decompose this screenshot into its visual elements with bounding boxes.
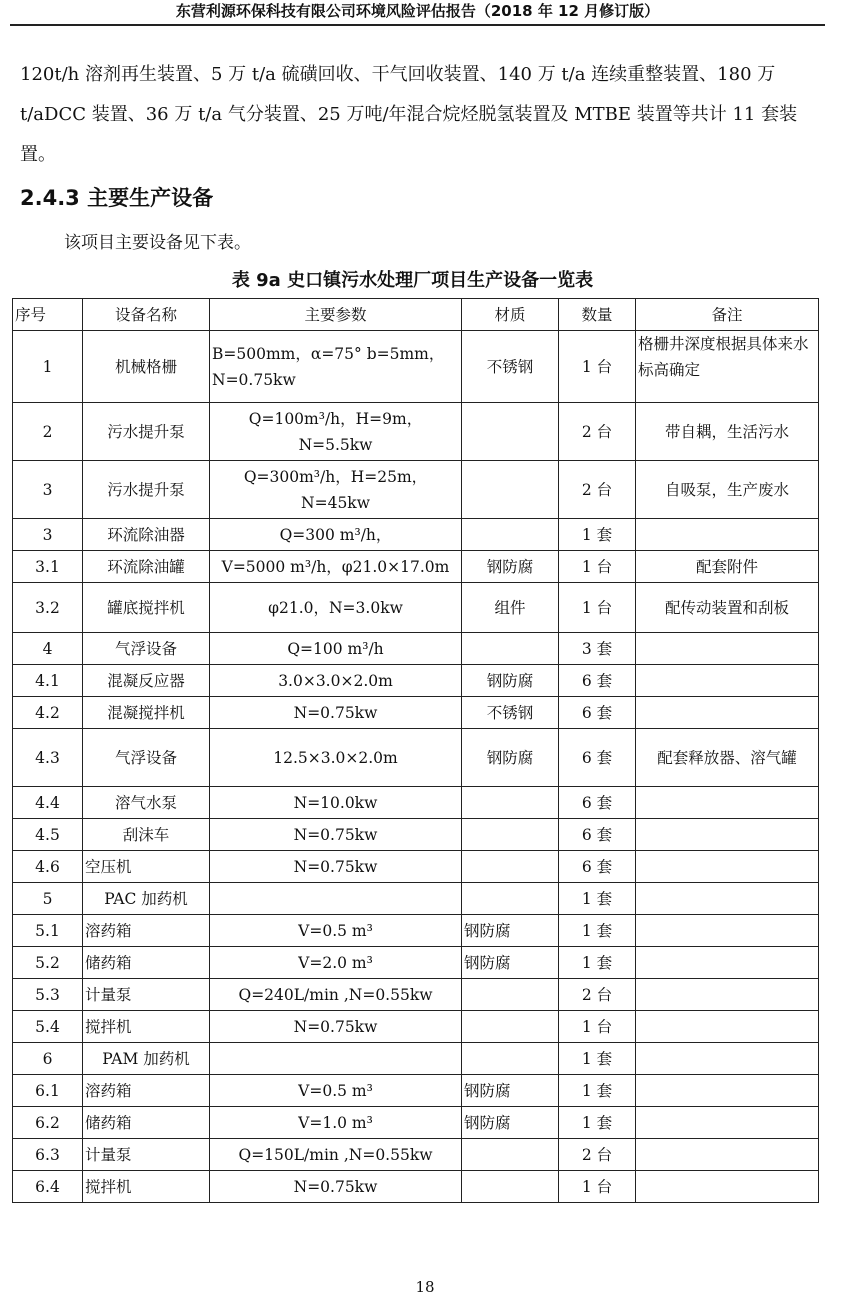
table-cell: φ21.0，N=3.0kw [210, 583, 462, 633]
table-cell [462, 519, 559, 551]
table-cell: 12.5×3.0×2.0m [210, 729, 462, 787]
table-cell [636, 787, 819, 819]
table-cell [636, 1043, 819, 1075]
table-cell: 1 套 [559, 1043, 636, 1075]
table-cell: 6 套 [559, 851, 636, 883]
table-cell: 6.2 [13, 1107, 83, 1139]
table-cell: 6 套 [559, 819, 636, 851]
table-cell: 混凝搅拌机 [83, 697, 210, 729]
table-row [13, 519, 819, 551]
table-cell: 溶药箱 [83, 915, 210, 947]
table-cell: 污水提升泵 [83, 461, 210, 519]
table-cell: 3 [13, 461, 83, 519]
page-header: 东营利源环保科技有限公司环境风险评估报告（2018 年 12 月修订版） [10, 0, 825, 26]
table-cell [636, 1139, 819, 1171]
table-cell [636, 883, 819, 915]
table-cell: 5.3 [13, 979, 83, 1011]
table-cell: 3 [13, 519, 83, 551]
table-cell: 2 台 [559, 1139, 636, 1171]
table-cell: 6.3 [13, 1139, 83, 1171]
table-cell [462, 461, 559, 519]
equipment-table [12, 298, 819, 1203]
table-cell: N=0.75kw [210, 1171, 462, 1203]
table-cell: 5.2 [13, 947, 83, 979]
table-cell: 钢防腐 [462, 665, 559, 697]
table-cell: 1 台 [559, 1011, 636, 1043]
table-cell: 格栅井深度根据具体来水标高确定 [636, 331, 819, 403]
table-cell [462, 1171, 559, 1203]
header-cell: 序号 [13, 299, 83, 331]
table-cell: 4.5 [13, 819, 83, 851]
table-row [13, 915, 819, 947]
table-row [13, 1107, 819, 1139]
table-row [13, 1139, 819, 1171]
table-cell [636, 633, 819, 665]
table-cell: 4.6 [13, 851, 83, 883]
table-cell: Q=300m³/h，H=25m，N=45kw [210, 461, 462, 519]
table-cell: 3.0×3.0×2.0m [210, 665, 462, 697]
table-cell [462, 633, 559, 665]
table-cell [462, 403, 559, 461]
table-cell: 1 台 [559, 331, 636, 403]
table-cell: 机械格栅 [83, 331, 210, 403]
table-cell [636, 979, 819, 1011]
table-cell: 1 台 [559, 551, 636, 583]
table-caption: 表 9a 史口镇污水处理厂项目生产设备一览表 [231, 270, 594, 291]
table-cell: 6 套 [559, 697, 636, 729]
table-cell: 6.1 [13, 1075, 83, 1107]
table-cell: 1 [13, 331, 83, 403]
table-cell: 3.2 [13, 583, 83, 633]
table-cell: 污水提升泵 [83, 403, 210, 461]
table-cell [636, 697, 819, 729]
table-cell [462, 979, 559, 1011]
table-row [13, 883, 819, 915]
table-cell [462, 1011, 559, 1043]
table-cell [636, 1075, 819, 1107]
table-cell: 空压机 [83, 851, 210, 883]
table-cell: 刮沫车 [83, 819, 210, 851]
table-row [13, 1011, 819, 1043]
table-cell [462, 883, 559, 915]
header-cell: 备注 [636, 299, 819, 331]
table-cell: N=0.75kw [210, 1011, 462, 1043]
table-cell: 1 套 [559, 1107, 636, 1139]
table-cell: 1 套 [559, 883, 636, 915]
table-row [13, 697, 819, 729]
table-cell: 1 套 [559, 947, 636, 979]
table-cell: V=2.0 m³ [210, 947, 462, 979]
table-cell: 3.1 [13, 551, 83, 583]
table-cell: 配传动装置和刮板 [636, 583, 819, 633]
table-cell [636, 915, 819, 947]
table-cell: V=0.5 m³ [210, 1075, 462, 1107]
table-cell: 计量泵 [83, 979, 210, 1011]
table-cell: Q=150L/min ,N=0.55kw [210, 1139, 462, 1171]
table-cell: 6.4 [13, 1171, 83, 1203]
table-cell: 溶药箱 [83, 1075, 210, 1107]
table-cell: 搅拌机 [83, 1171, 210, 1203]
table-cell: 钢防腐 [462, 947, 559, 979]
table-cell [462, 1139, 559, 1171]
table-cell: 配套附件 [636, 551, 819, 583]
table-cell [210, 1043, 462, 1075]
table-cell: 3 套 [559, 633, 636, 665]
table-cell: 2 台 [559, 979, 636, 1011]
table-cell: 2 台 [559, 461, 636, 519]
table-cell: 储药箱 [83, 947, 210, 979]
table-cell: 计量泵 [83, 1139, 210, 1171]
table-cell: 2 [13, 403, 83, 461]
table-cell: 组件 [462, 583, 559, 633]
table-cell: Q=100m³/h，H=9m，N=5.5kw [210, 403, 462, 461]
table-cell: N=0.75kw [210, 819, 462, 851]
table-cell: 溶气水泵 [83, 787, 210, 819]
body-paragraph: 120t/h 溶剂再生装置、5 万 t/a 硫磺回收、干气回收装置、140 万 t/a 连续重整装置、180 万 t/aDCC 装置、36 万 t/a 气分装置、25 万吨/年混合烷烃脱氢装置及 MTBE 装置等共计 11 套装置。 [20, 64, 798, 165]
table-cell: 带自耦，生活污水 [636, 403, 819, 461]
table-row [13, 551, 819, 583]
table-cell: 钢防腐 [462, 729, 559, 787]
table-cell: 1 套 [559, 1075, 636, 1107]
table-cell: N=0.75kw [210, 697, 462, 729]
table-cell: B=500mm，α=75° b=5mm，N=0.75kw [210, 331, 462, 403]
table-row [13, 331, 819, 403]
table-cell [462, 787, 559, 819]
table-row [13, 729, 819, 787]
table-cell: Q=100 m³/h [210, 633, 462, 665]
table-cell [636, 1011, 819, 1043]
table-row [13, 819, 819, 851]
table-row [13, 787, 819, 819]
table-cell: 环流除油器 [83, 519, 210, 551]
header-cell: 材质 [462, 299, 559, 331]
table-cell [636, 665, 819, 697]
table-cell: N=0.75kw [210, 851, 462, 883]
table-cell [636, 947, 819, 979]
table-cell [462, 1043, 559, 1075]
table-cell: 6 套 [559, 729, 636, 787]
table-row [13, 947, 819, 979]
table-cell: 5 [13, 883, 83, 915]
table-cell: 不锈钢 [462, 331, 559, 403]
header-cell: 设备名称 [83, 299, 210, 331]
table-cell: V=1.0 m³ [210, 1107, 462, 1139]
table-cell: 4.3 [13, 729, 83, 787]
table-cell: 1 台 [559, 583, 636, 633]
table-cell: PAC 加药机 [83, 883, 210, 915]
table-cell: 4.4 [13, 787, 83, 819]
table-cell: 钢防腐 [462, 1075, 559, 1107]
table-cell: 2 台 [559, 403, 636, 461]
table-cell: 储药箱 [83, 1107, 210, 1139]
intro-text: 该项目主要设备见下表。 [64, 233, 251, 253]
table-row [13, 851, 819, 883]
table-cell: 4 [13, 633, 83, 665]
table-cell: 4.2 [13, 697, 83, 729]
table-cell: PAM 加药机 [83, 1043, 210, 1075]
table-cell [462, 851, 559, 883]
table-cell: Q=300 m³/h， [210, 519, 462, 551]
table-row [13, 633, 819, 665]
table-cell: 环流除油罐 [83, 551, 210, 583]
table-cell: 混凝反应器 [83, 665, 210, 697]
table-row [13, 403, 819, 461]
table-cell: 1 套 [559, 915, 636, 947]
table-cell: 钢防腐 [462, 551, 559, 583]
table-cell: 罐底搅拌机 [83, 583, 210, 633]
table-header-row [13, 299, 819, 331]
table-row [13, 461, 819, 519]
table-cell [636, 519, 819, 551]
table-cell [210, 883, 462, 915]
table-row [13, 665, 819, 697]
table-cell: V=0.5 m³ [210, 915, 462, 947]
table-cell: 5.1 [13, 915, 83, 947]
table-cell: V=5000 m³/h，φ21.0×17.0m [210, 551, 462, 583]
table-row [13, 979, 819, 1011]
table-row [13, 1075, 819, 1107]
header-cell: 数量 [559, 299, 636, 331]
table-cell: 气浮设备 [83, 633, 210, 665]
table-cell: 不锈钢 [462, 697, 559, 729]
table-cell: 配套释放器、溶气罐 [636, 729, 819, 787]
table-cell [636, 851, 819, 883]
table-cell [462, 819, 559, 851]
page-number: 18 [415, 1278, 435, 1296]
table-cell [636, 819, 819, 851]
table-cell: 6 套 [559, 787, 636, 819]
table-cell: 6 套 [559, 665, 636, 697]
table-cell: 钢防腐 [462, 1107, 559, 1139]
section-title: 2.4.3 主要生产设备 [20, 186, 214, 210]
table-cell [636, 1107, 819, 1139]
table-cell: Q=240L/min ,N=0.55kw [210, 979, 462, 1011]
table-cell: 1 套 [559, 519, 636, 551]
table-cell: N=10.0kw [210, 787, 462, 819]
table-cell: 4.1 [13, 665, 83, 697]
table-cell: 6 [13, 1043, 83, 1075]
table-cell [636, 1171, 819, 1203]
header-cell: 主要参数 [210, 299, 462, 331]
table-cell: 1 台 [559, 1171, 636, 1203]
table-cell: 搅拌机 [83, 1011, 210, 1043]
table-cell: 气浮设备 [83, 729, 210, 787]
table-row [13, 1171, 819, 1203]
table-cell: 钢防腐 [462, 915, 559, 947]
table-row [13, 1043, 819, 1075]
table-cell: 自吸泵，生产废水 [636, 461, 819, 519]
table-row [13, 583, 819, 633]
table-cell: 5.4 [13, 1011, 83, 1043]
